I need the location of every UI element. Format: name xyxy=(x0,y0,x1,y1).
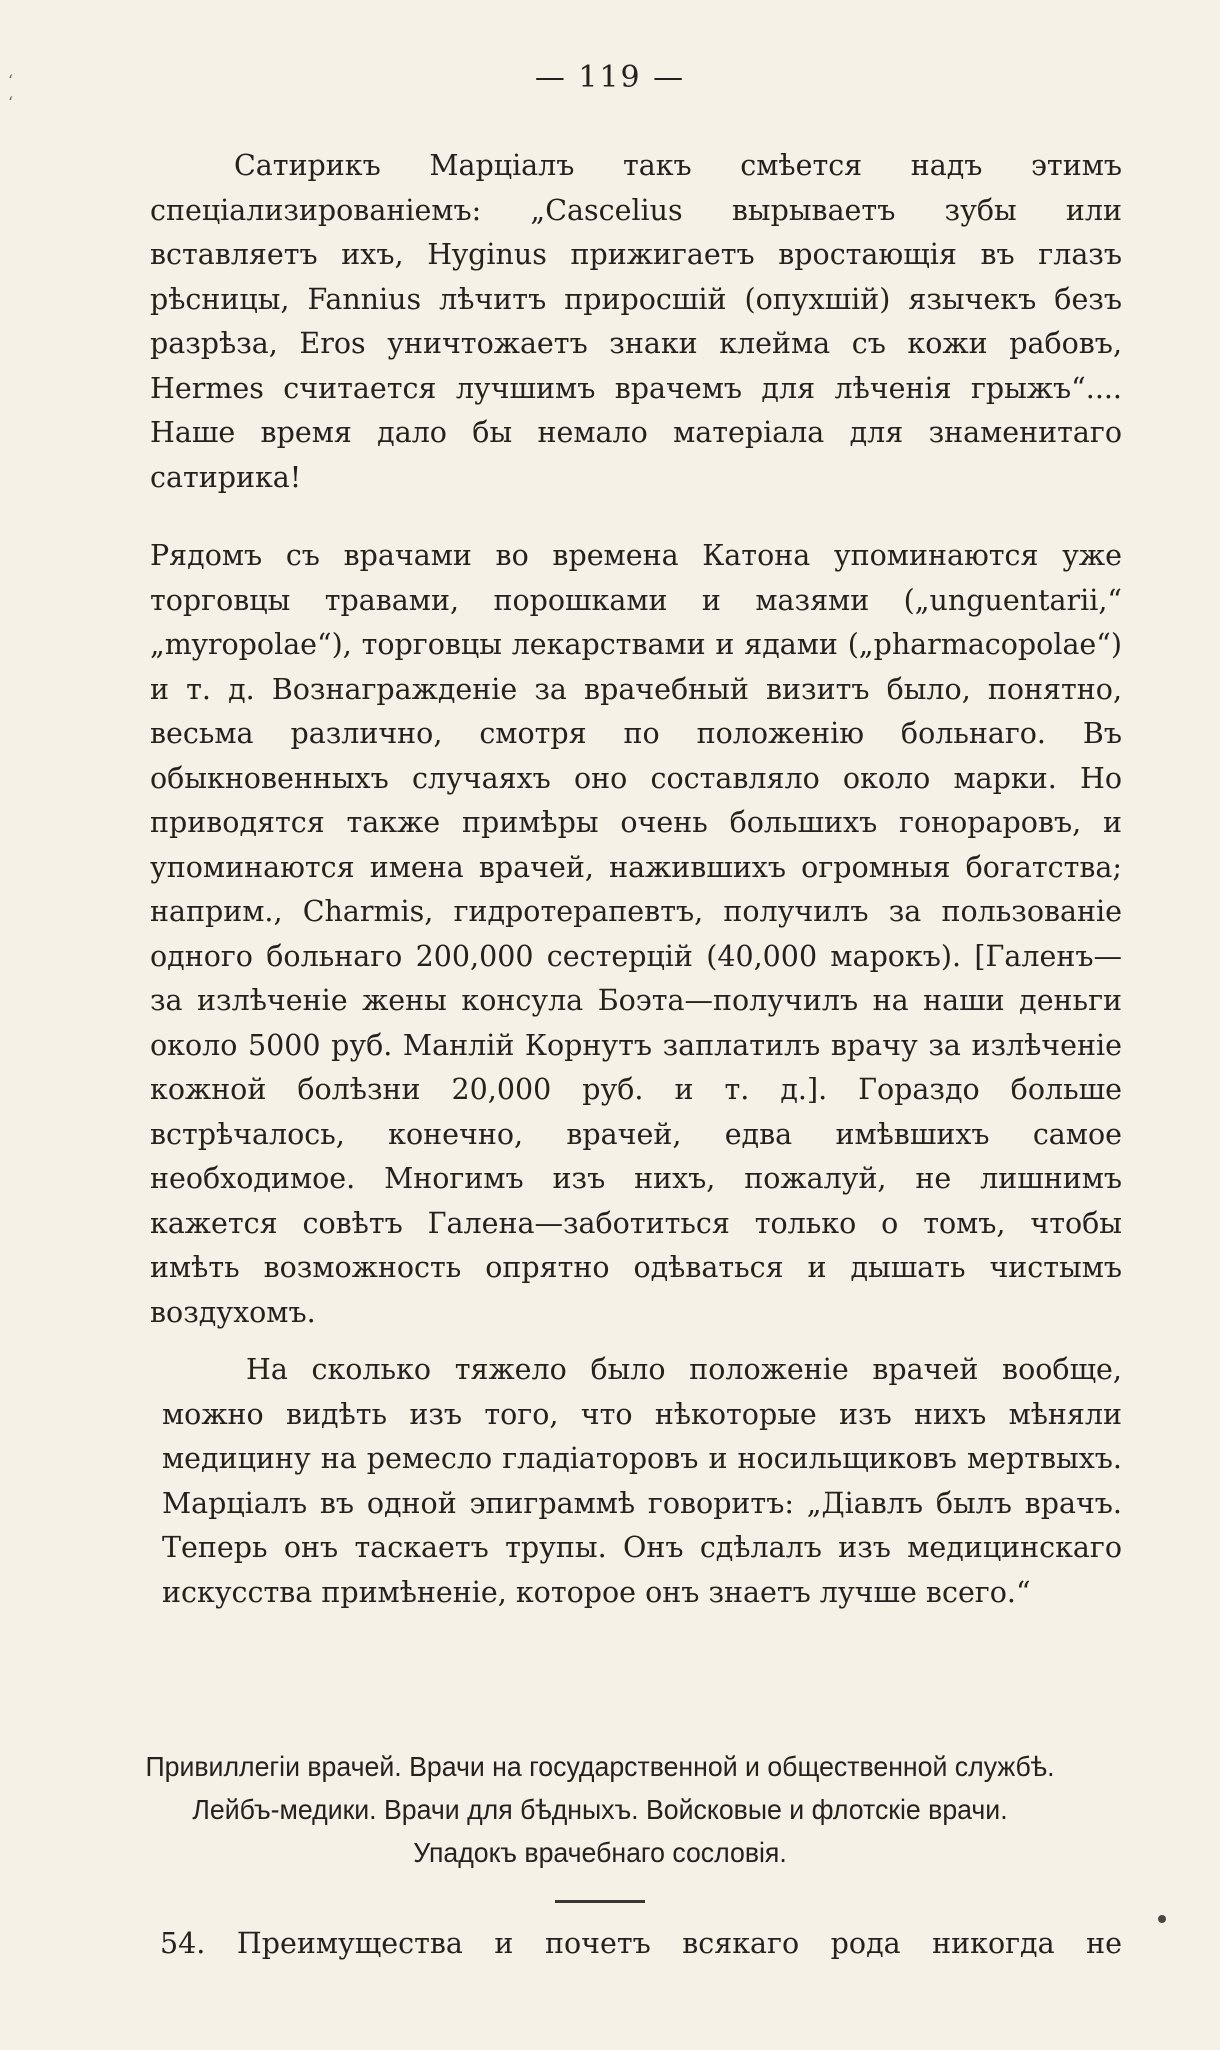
paragraph-gladiators: На сколько тяжело было положеніе врачей вообще, можно видѣть изъ того, что нѣкоторые изъ нихъ мѣняли медицину на ремесло гладіаторовъ и носильщиковъ мертвыхъ. Марціалъ въ одной эпиграммѣ говоритъ: „Діавлъ былъ врачъ. Теперь онъ таскаетъ трупы. Онъ сдѣлалъ изъ медицинскаго искусства примѣненіе, которое онъ знаетъ лучше всего.“ xyxy=(162,1353,1122,1609)
section-divider xyxy=(555,1900,645,1903)
paragraph-martial-satire: Сатирикъ Марціалъ такъ смѣется надъ этимъ спеціализированіемъ: „Cascelius вырываетъ зубы или вставляетъ ихъ, Hyginus прижигаетъ вростающія въ глазъ рѣсницы, Fannius лѣчитъ приросшій (опухшій) язычекъ безъ разрѣза, Eros уничтожаетъ знаки клейма съ кожи рабовъ, Hermes считается лучшимъ врачемъ для лѣченія грыжъ“.... Наше время дало бы немало матеріала для знаменитаго сатирика! xyxy=(150,149,1122,494)
section-heading xyxy=(86,1745,1114,1874)
ink-spot xyxy=(1158,1915,1166,1923)
paragraph-54-start: 54. Преимущества и почетъ всякаго рода никогда не xyxy=(160,1927,1122,1960)
section-heading-line-3: Упадокъ врачебнаго сословія. xyxy=(413,1837,787,1868)
page-number: — 119 — xyxy=(534,60,686,95)
margin-marks: ‘ ‘ xyxy=(8,71,14,112)
section-heading-line-2: Лейбъ-медики. Врачи для бѣдныхъ. Войсковые и флотскіе врачи. xyxy=(192,1794,1008,1825)
paragraph-fees: Рядомъ съ врачами во времена Катона упоминаются уже торговцы травами, порошками и мазями („unguentarii,“ „myropolae“), торговцы лекарствами и ядами („pharmacopolae“) и т. д. Вознагражденіе за врачебный визитъ было, понятно, весьма различно, смотря по положенію больнаго. Въ обыкновенныхъ случаяхъ оно составляло около марки. Но приводятся также примѣры очень большихъ гонораровъ, и упоминаются имена врачей, нажившихъ огромныя богатства; наприм., Charmis, гидротерапевтъ, получилъ за пользованіе одного больнаго 200,000 сестерцій (40,000 марокъ). [Галенъ—за излѣченіе жены консула Боэта—получилъ на наши деньги около 5000 руб. Манлій Корнутъ заплатилъ врачу за излѣченіе кожной болѣзни 20,000 руб. и т. д.]. Гораздо больше встрѣчалось, конечно, врачей, едва имѣвшихъ самое необходимое. Многимъ изъ нихъ, пожалуй, не лишнимъ кажется совѣтъ Галена—заботиться только о томъ, чтобы имѣть возможность опрятно одѣваться и дышать чистымъ воздухомъ. xyxy=(150,539,1122,1329)
section-heading-line-1: Привиллегіи врачей. Врачи на государственной и общественной службѣ. xyxy=(145,1751,1055,1782)
